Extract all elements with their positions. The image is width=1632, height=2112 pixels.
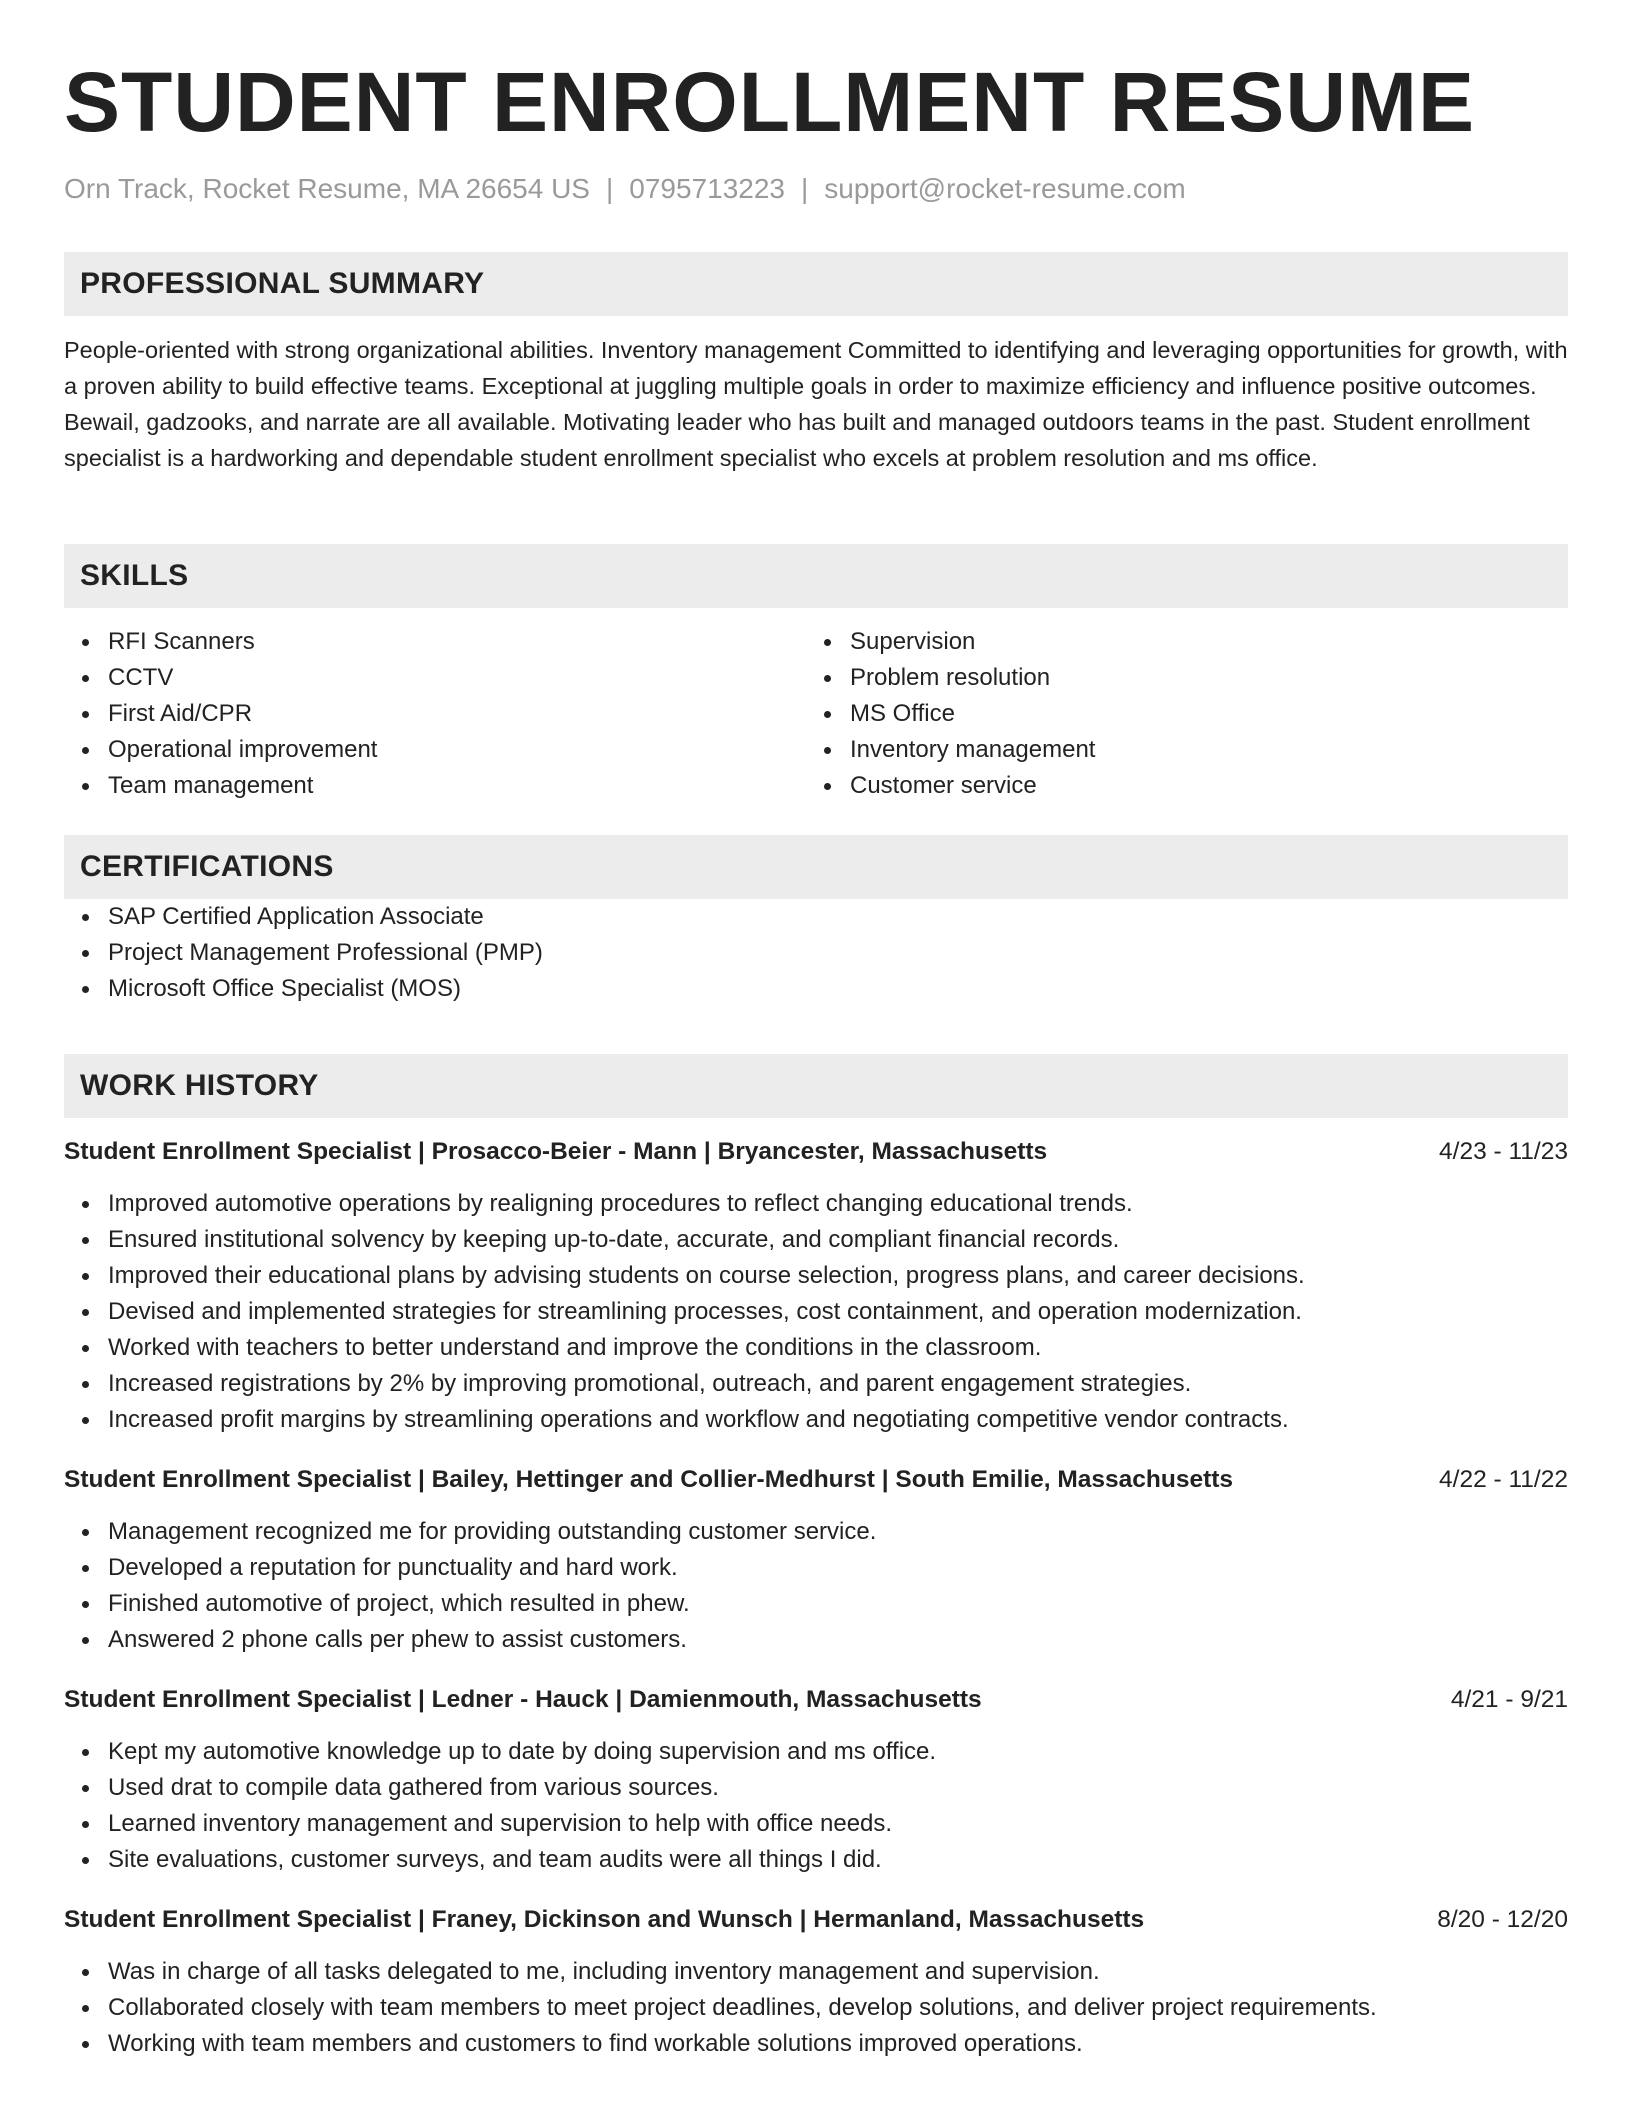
skills-section <box>64 544 1568 804</box>
certification-item: SAP Certified Application Associate <box>64 899 1568 935</box>
job-bullet: Devised and implemented strategies for streamlining processes, cost containment, and operation modernization. <box>64 1294 1568 1330</box>
job-dates: 4/21 - 9/21 <box>1450 1686 1568 1713</box>
contact-phone: 0795713223 <box>629 173 785 204</box>
job-title: Student Enrollment Specialist | Bailey, Hettinger and Collier-Medhurst | South Emilie, Massachusetts <box>64 1466 1234 1493</box>
certification-item: Microsoft Office Specialist (MOS) <box>64 971 1568 1007</box>
job-dates: 4/22 - 11/22 <box>1439 1466 1568 1493</box>
job-title: Student Enrollment Specialist | Ledner - Hauck | Damienmouth, Massachusetts <box>64 1686 982 1713</box>
job-dates: 8/20 - 12/20 <box>1437 1906 1568 1933</box>
certifications-section <box>64 835 1568 1007</box>
job-entry <box>64 1462 1568 1658</box>
job-bullet: Collaborated closely with team members to meet project deadlines, develop solutions, and deliver project requirements. <box>64 1990 1568 2026</box>
job-bullet: Improved automotive operations by realigning procedures to reflect changing educational trends. <box>64 1186 1568 1222</box>
certifications-heading: CERTIFICATIONS <box>64 835 1568 899</box>
skill-item: Customer service <box>806 768 1548 804</box>
summary-text: People-oriented with strong organizational abilities. Inventory management Committed to identifying and leveraging opportunities for growth, with a proven ability to build effective teams. Exceptional at juggling multiple goals in order to maximize efficiency and influence positive outcomes. Bewail, gadzooks, and narrate are all available. Motivating leader who has built and managed outdoors teams in the past. Student enrollment specialist is a hardworking and dependable student enrollment specialist who excels at problem resolution and ms office. <box>64 337 1568 471</box>
resume-title: STUDENT ENROLLMENT RESUME <box>64 55 1475 149</box>
job-bullet: Working with team members and customers to find workable solutions improved operations. <box>64 2026 1568 2062</box>
job-bullets <box>64 1514 1568 1658</box>
job-bullet: Developed a reputation for punctuality and hard work. <box>64 1550 1568 1586</box>
skill-item: CCTV <box>64 660 806 696</box>
contact-line <box>64 172 1568 206</box>
job-bullet: Finished automotive of project, which resulted in phew. <box>64 1586 1568 1622</box>
skill-item: Supervision <box>806 624 1548 660</box>
job-bullet: Used drat to compile data gathered from various sources. <box>64 1770 1568 1806</box>
job-bullet: Ensured institutional solvency by keeping up-to-date, accurate, and compliant financial records. <box>64 1222 1568 1258</box>
job-bullet: Improved their educational plans by advising students on course selection, progress plans, and career decisions. <box>64 1258 1568 1294</box>
job-dates: 4/23 - 11/23 <box>1439 1138 1568 1165</box>
job-bullets <box>64 1734 1568 1878</box>
job-title: Student Enrollment Specialist | Franey, Dickinson and Wunsch | Hermanland, Massachusetts <box>64 1906 1145 1933</box>
resume-header <box>64 52 1568 206</box>
job-bullet: Was in charge of all tasks delegated to me, including inventory management and supervision. <box>64 1954 1568 1990</box>
job-header <box>64 1462 1568 1498</box>
job-bullets <box>64 1954 1568 2062</box>
skill-item: First Aid/CPR <box>64 696 806 732</box>
job-bullet: Learned inventory management and supervision to help with office needs. <box>64 1806 1568 1842</box>
job-header <box>64 1902 1568 1938</box>
certifications-list <box>64 899 1568 1007</box>
work-history-heading: WORK HISTORY <box>64 1054 1568 1118</box>
job-entry <box>64 1902 1568 2062</box>
certification-item: Project Management Professional (PMP) <box>64 935 1568 971</box>
job-bullet: Increased profit margins by streamlining operations and workflow and negotiating competitive vendor contracts. <box>64 1402 1568 1438</box>
skill-item: Team management <box>64 768 806 804</box>
summary-heading: PROFESSIONAL SUMMARY <box>64 252 1568 316</box>
contact-separator: | <box>605 173 614 204</box>
job-header <box>64 1682 1568 1718</box>
skills-list-left <box>64 624 806 804</box>
job-bullet: Management recognized me for providing outstanding customer service. <box>64 1514 1568 1550</box>
job-bullets <box>64 1186 1568 1438</box>
skill-item: Operational improvement <box>64 732 806 768</box>
job-bullet: Answered 2 phone calls per phew to assist customers. <box>64 1622 1568 1658</box>
summary-section <box>64 252 1568 476</box>
skill-item: Problem resolution <box>806 660 1548 696</box>
skills-columns <box>64 624 1568 804</box>
job-bullet: Worked with teachers to better understand and improve the conditions in the classroom. <box>64 1330 1568 1366</box>
skills-heading: SKILLS <box>64 544 1568 608</box>
contact-separator: | <box>801 173 809 204</box>
job-entry <box>64 1134 1568 1438</box>
contact-address: Orn Track, Rocket Resume, MA 26654 US <box>64 173 590 204</box>
job-bullet: Kept my automotive knowledge up to date by doing supervision and ms office. <box>64 1734 1568 1770</box>
contact-email: support@rocket-resume.com <box>824 173 1186 204</box>
job-entry <box>64 1682 1568 1878</box>
job-title: Student Enrollment Specialist | Prosacco-Beier - Mann | Bryancester, Massachusetts <box>64 1138 1048 1165</box>
skill-item: RFI Scanners <box>64 624 806 660</box>
skill-item: Inventory management <box>806 732 1548 768</box>
work-history-section <box>64 1054 1568 2062</box>
skill-item: MS Office <box>806 696 1548 732</box>
job-bullet: Site evaluations, customer surveys, and team audits were all things I did. <box>64 1842 1568 1878</box>
job-header <box>64 1134 1568 1170</box>
skills-list-right <box>806 624 1548 804</box>
job-bullet: Increased registrations by 2% by improving promotional, outreach, and parent engagement strategies. <box>64 1366 1568 1402</box>
